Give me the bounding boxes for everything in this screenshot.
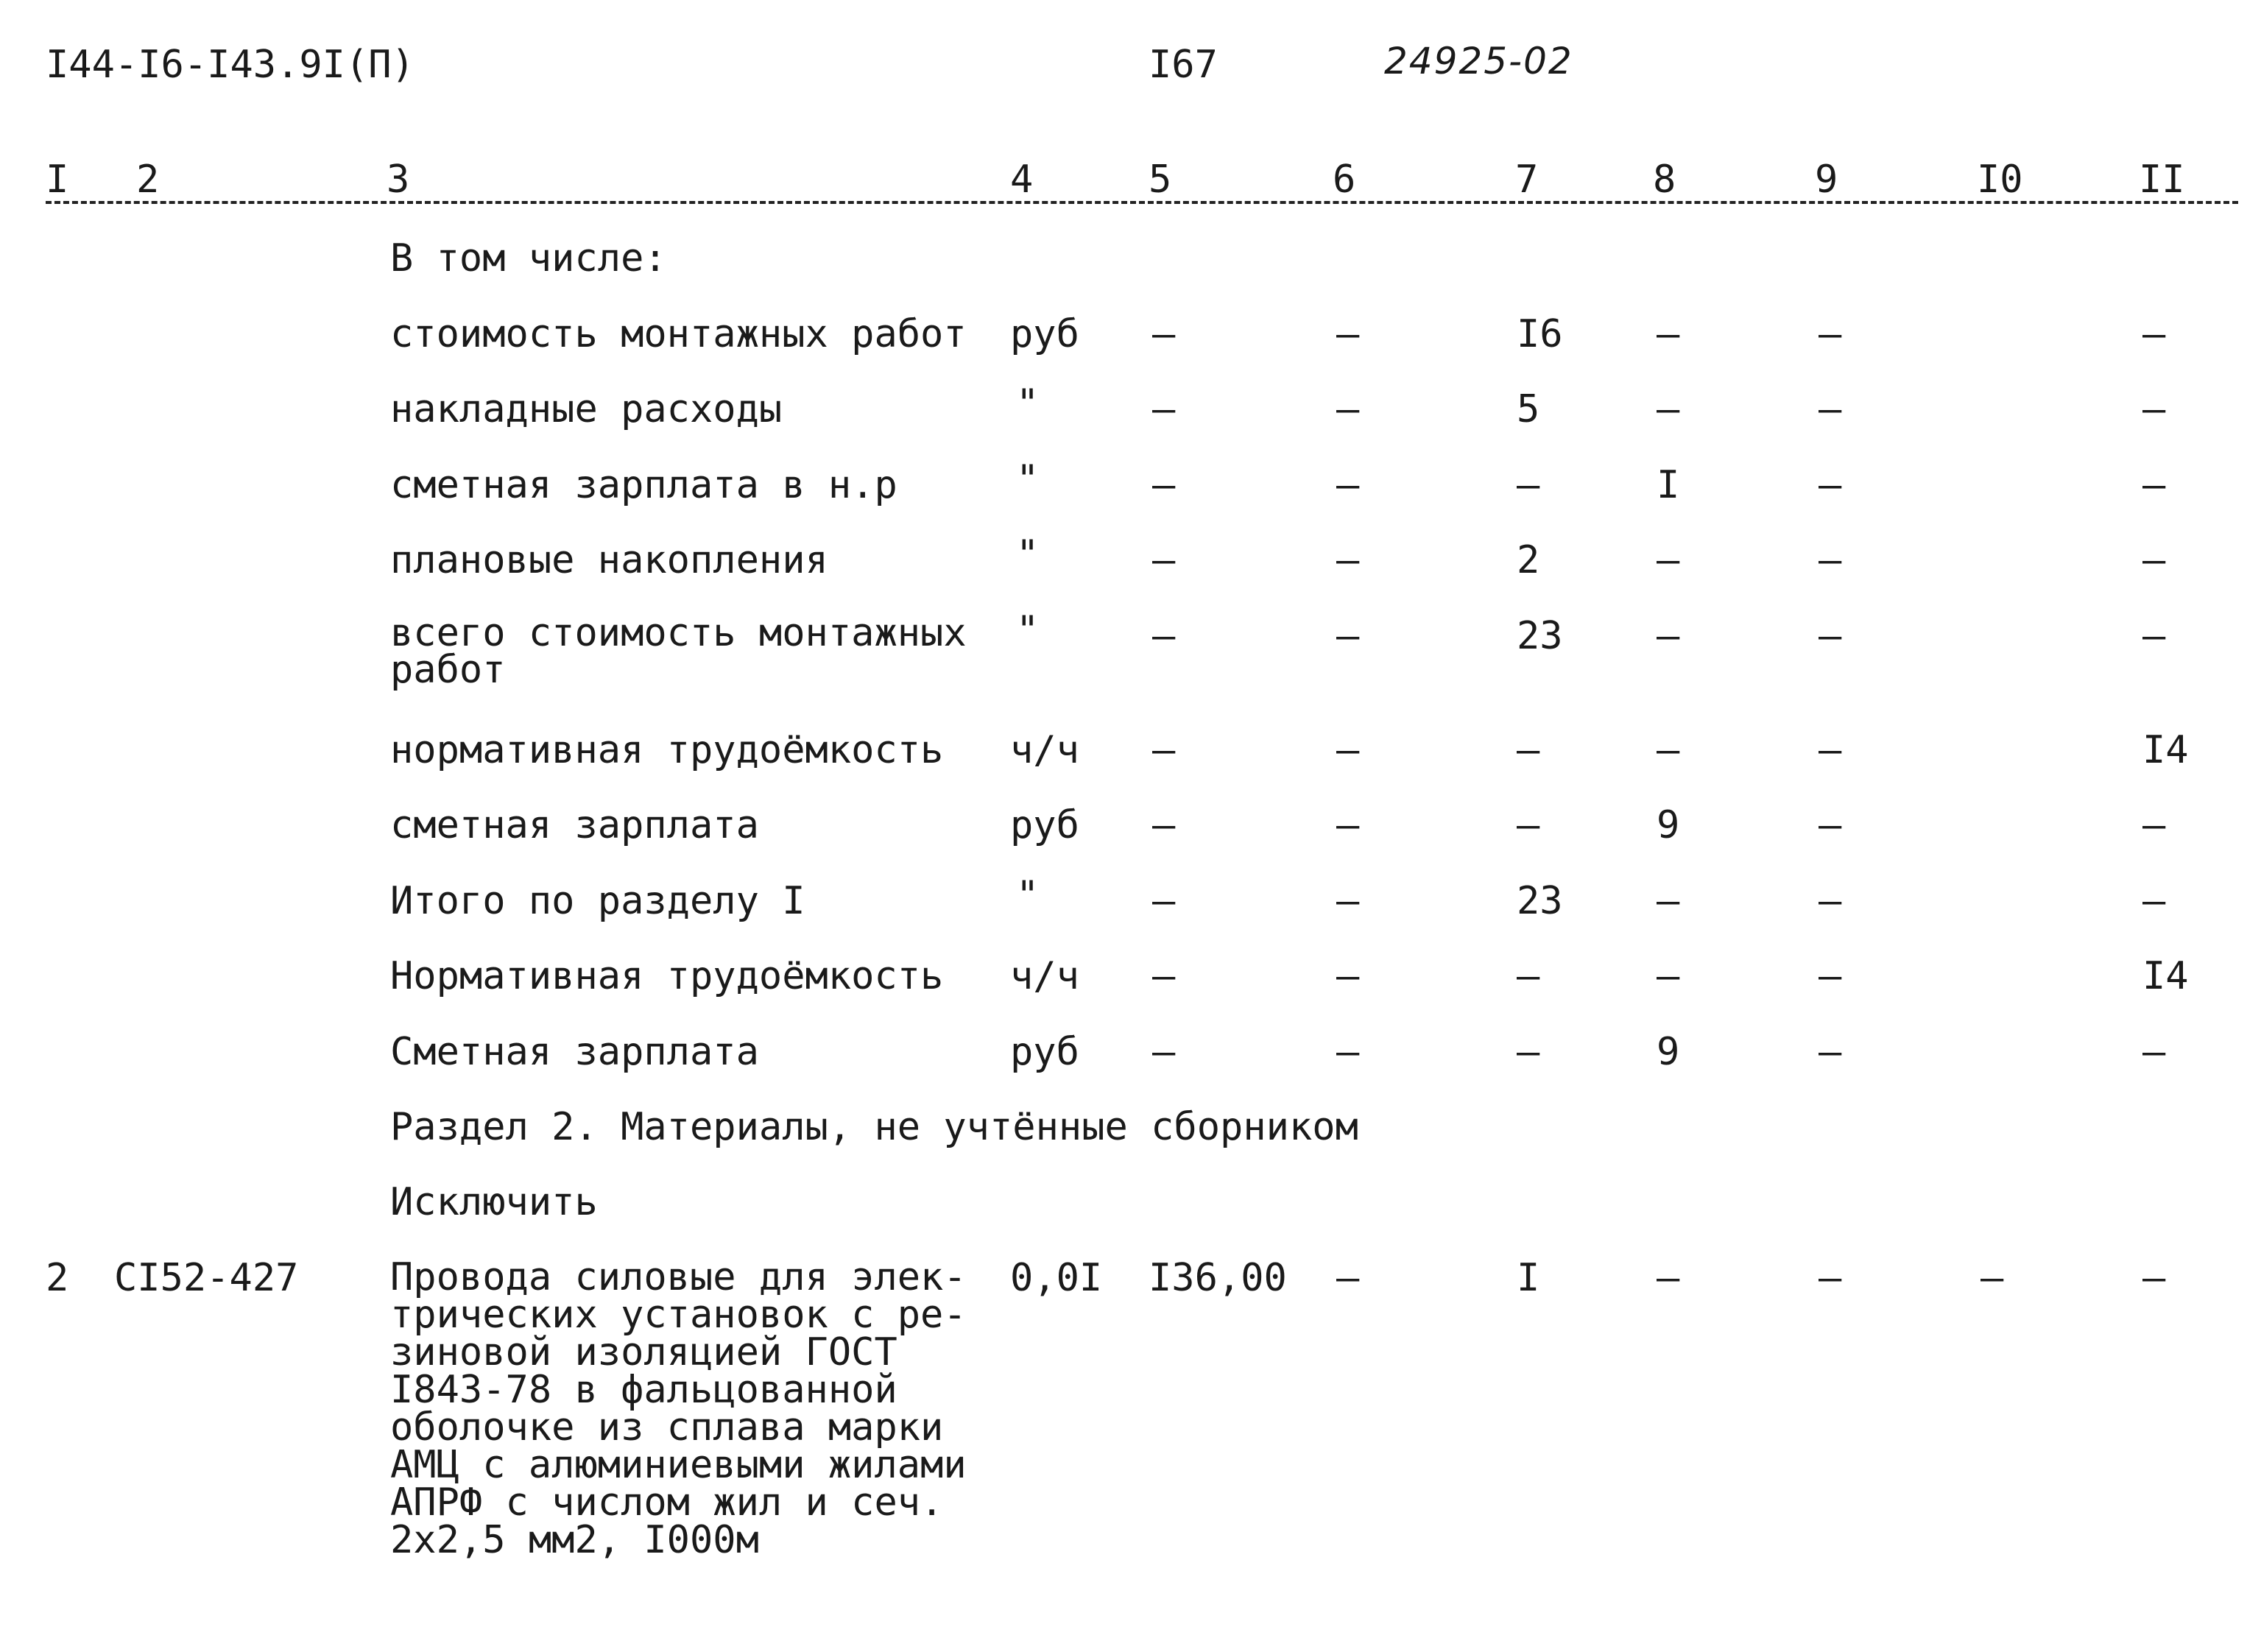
cell-col6: – [1336, 879, 1360, 923]
cell-col9: – [1819, 1030, 1842, 1074]
column-header: 7 [1515, 158, 1539, 202]
column-header: II [2139, 158, 2185, 202]
cell-col11: – [2142, 614, 2166, 658]
cell-col8: – [1657, 614, 1680, 658]
cell-col4: 0,0I [1010, 1256, 1103, 1300]
cell-col6: – [1336, 538, 1360, 582]
cell-col6: – [1336, 728, 1360, 772]
cell-unit: руб [1010, 312, 1079, 356]
handwritten-number: 24925-02 [1384, 40, 1573, 82]
cell-col5: – [1152, 463, 1176, 507]
row-label: всего стоимость монтажных работ [390, 611, 967, 692]
cell-col7: I6 [1517, 312, 1563, 356]
cell-col7: – [1517, 463, 1540, 507]
cell-col6: – [1336, 803, 1360, 847]
cell-col8: – [1657, 1256, 1680, 1300]
cell-unit: " [1016, 532, 1040, 576]
row-label: нормативная трудоёмкость [390, 728, 944, 772]
cell-col11: – [2142, 312, 2166, 356]
cell-col8: – [1657, 728, 1680, 772]
cell-col8: I [1657, 463, 1680, 507]
cell-col5: – [1152, 954, 1176, 998]
cell-col9: – [1819, 387, 1842, 431]
column-header: 6 [1333, 158, 1356, 202]
cell-unit: руб [1010, 803, 1079, 847]
row-label: сметная зарплата [390, 803, 759, 847]
cell-col5: – [1152, 879, 1176, 923]
cell-col5: – [1152, 312, 1176, 356]
document-code: I44-I6-I43.9I(П) [46, 43, 415, 87]
cell-col6: – [1336, 387, 1360, 431]
cell-col7: – [1517, 954, 1540, 998]
cell-col6: – [1336, 614, 1360, 658]
cell-col9: – [1819, 954, 1842, 998]
cell-col5: – [1152, 614, 1176, 658]
cell-col7: 23 [1517, 879, 1563, 923]
section-exclude-label: Исключить [390, 1180, 598, 1224]
cell-col9: – [1819, 463, 1842, 507]
cell-col11: – [2142, 803, 2166, 847]
cell-col7: I [1517, 1256, 1540, 1300]
cell-col11: – [2142, 463, 2166, 507]
cell-col6: – [1336, 463, 1360, 507]
cell-col11: – [2142, 538, 2166, 582]
cell-unit: " [1016, 608, 1040, 652]
page-number: I67 [1149, 43, 1218, 87]
cell-col11: – [2142, 387, 2166, 431]
cell-col8: 9 [1657, 1030, 1680, 1074]
cell-unit: руб [1010, 1030, 1079, 1074]
cell-col5: – [1152, 387, 1176, 431]
cell-col5: – [1152, 1030, 1176, 1074]
section-title: Раздел 2. Материалы, не учтённые сборником [390, 1105, 1358, 1149]
cell-col8: – [1657, 538, 1680, 582]
header-divider [46, 201, 2238, 204]
cell-col6: – [1336, 1256, 1360, 1300]
row-label: Итого по разделу I [390, 879, 805, 923]
cell-col9: – [1819, 1256, 1842, 1300]
column-header: 2 [136, 158, 160, 202]
cell-col10: – [1980, 1256, 2004, 1300]
cell-col11: – [2142, 879, 2166, 923]
cell-col7: 2 [1517, 538, 1540, 582]
cell-unit: ч/ч [1010, 728, 1079, 772]
cell-col9: – [1819, 538, 1842, 582]
cell-col6: – [1336, 954, 1360, 998]
cell-col8: – [1657, 312, 1680, 356]
row-label: сметная зарплата в н.р [390, 463, 897, 507]
cell-col5: – [1152, 803, 1176, 847]
cell-col5: – [1152, 728, 1176, 772]
column-header: 3 [387, 158, 410, 202]
row-label: Нормативная трудоёмкость [390, 954, 944, 998]
cell-col11: – [2142, 1256, 2166, 1300]
column-header: I [46, 158, 69, 202]
item-number: 2 [46, 1256, 69, 1300]
cell-col7: – [1517, 1030, 1540, 1074]
cell-col11: I4 [2142, 728, 2189, 772]
cell-col9: – [1819, 879, 1842, 923]
cell-col9: – [1819, 312, 1842, 356]
cell-col9: – [1819, 614, 1842, 658]
cell-col7: 23 [1517, 614, 1563, 658]
cell-col7: 5 [1517, 387, 1540, 431]
cell-col8: – [1657, 387, 1680, 431]
cell-col6: – [1336, 312, 1360, 356]
cell-unit: " [1016, 873, 1040, 917]
column-header: 5 [1149, 158, 1172, 202]
cell-col11: I4 [2142, 954, 2189, 998]
cell-col9: – [1819, 803, 1842, 847]
column-header: I0 [1977, 158, 2023, 202]
item-code: CI52-427 [114, 1256, 299, 1300]
cell-col8: 9 [1657, 803, 1680, 847]
cell-col5: – [1152, 538, 1176, 582]
cell-col5: I36,00 [1149, 1256, 1287, 1300]
cell-unit: ч/ч [1010, 954, 1079, 998]
cell-col7: – [1517, 728, 1540, 772]
row-label: стоимость монтажных работ [390, 312, 967, 356]
item-description: Провода силовые для элек- трических установок с ре- зиновой изоляцией ГОСТ I843-78 в фальцованной оболочке из сплава марки АМЦ с алюминиевыми жилами АПРФ с числом жил и сеч. 2х2,5 мм2, I000м [390, 1255, 967, 1562]
column-header: 9 [1815, 158, 1838, 202]
cell-col8: – [1657, 954, 1680, 998]
cell-col11: – [2142, 1030, 2166, 1074]
column-header: 8 [1653, 158, 1676, 202]
cell-unit: " [1016, 457, 1040, 501]
cell-col7: – [1517, 803, 1540, 847]
row-label: Сметная зарплата [390, 1030, 759, 1074]
row-label: В том числе: [390, 236, 667, 280]
cell-col8: – [1657, 879, 1680, 923]
row-label: накладные расходы [390, 387, 783, 431]
row-label: плановые накопления [390, 538, 828, 582]
column-header: 4 [1010, 158, 1034, 202]
cell-unit: " [1016, 381, 1040, 426]
cell-col6: – [1336, 1030, 1360, 1074]
cell-col9: – [1819, 728, 1842, 772]
